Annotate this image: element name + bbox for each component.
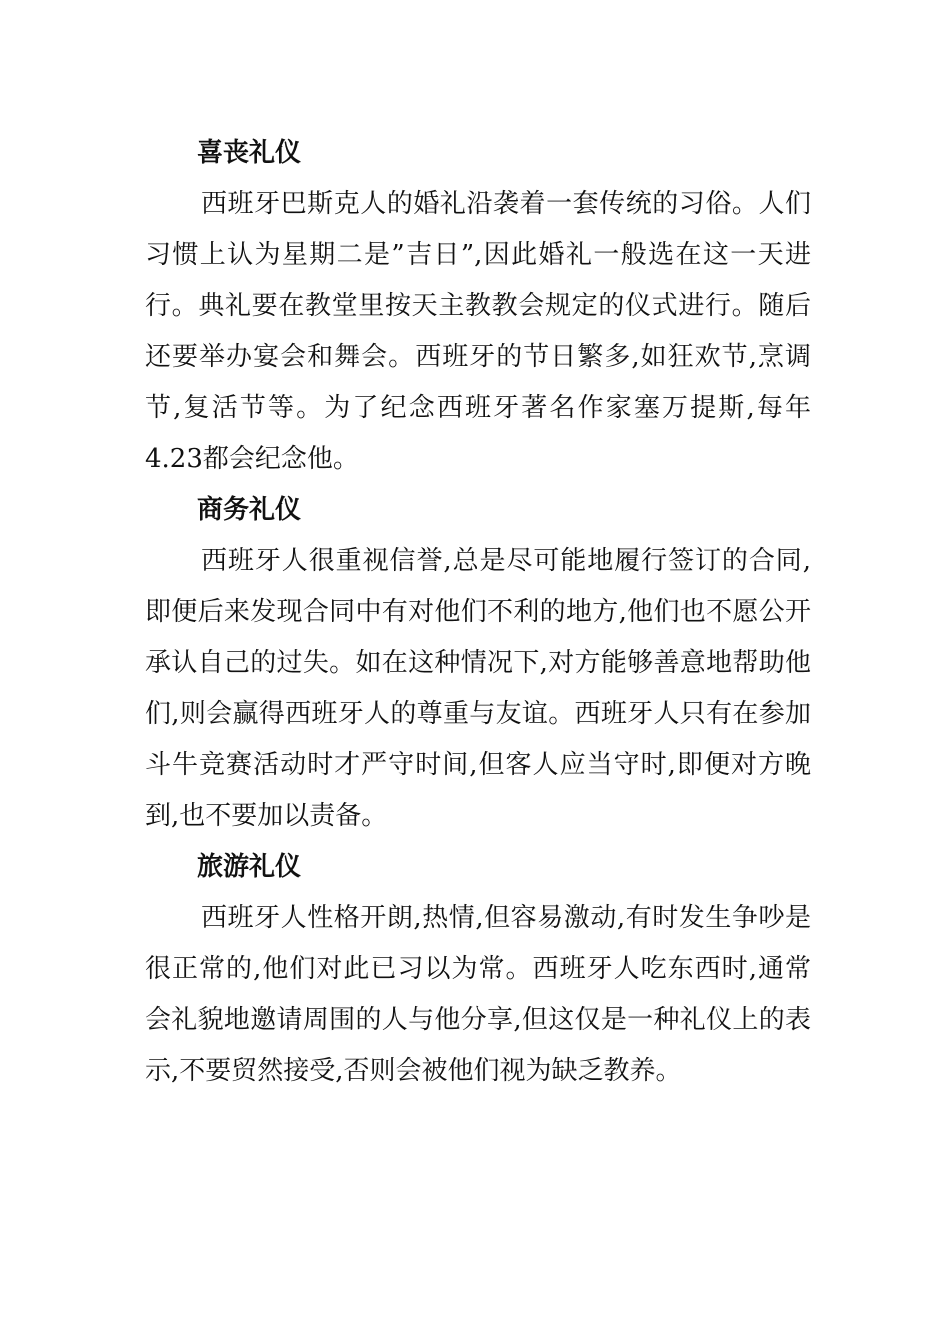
section-wedding-funeral-etiquette [145, 128, 811, 485]
section-paragraph: 西班牙人性格开朗,热情,但容易激动,有时发生争吵是很正常的,他们对此已习以为常。西班牙人吃东西时,通常会礼貌地邀请周围的人与他分享,但这仅是一种礼仪上的表示,不要贸然接受,否则会被他们视为缺乏教养。 [145, 903, 811, 1086]
section-heading: 旅游礼仪 [197, 852, 302, 882]
section-heading: 商务礼仪 [197, 495, 302, 525]
section-heading: 喜丧礼仪 [197, 138, 302, 168]
section-travel-etiquette [145, 842, 811, 1097]
section-paragraph: 西班牙巴斯克人的婚礼沿袭着一套传统的习俗。人们习惯上认为星期二是”吉日”,因此婚礼一般选在这一天进行。典礼要在教堂里按天主教教会规定的仪式进行。随后还要举办宴会和舞会。西班牙的节日繁多,如狂欢节,烹调节,复活节等。为了纪念西班牙著名作家塞万提斯,每年4.23都会纪念他。 [145, 189, 811, 474]
document-page [145, 128, 811, 1097]
section-business-etiquette [145, 485, 811, 842]
section-paragraph: 西班牙人很重视信誉,总是尽可能地履行签订的合同,即便后来发现合同中有对他们不利的地方,他们也不愿公开承认自己的过失。如在这种情况下,对方能够善意地帮助他们,则会赢得西班牙人的尊重与友谊。西班牙人只有在参加斗牛竞赛活动时才严守时间,但客人应当守时,即便对方晚到,也不要加以责备。 [145, 546, 811, 831]
